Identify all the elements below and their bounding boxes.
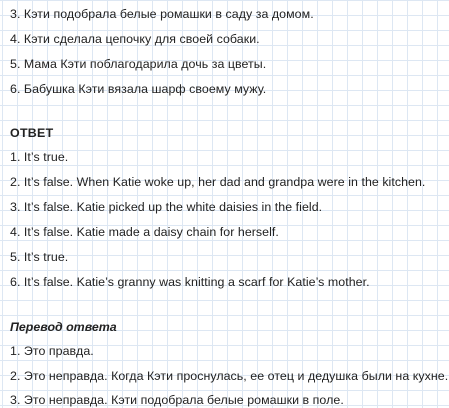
answer-6: 6. It’s false. Katie’s granny was knitting a scarf for Katie’s mother. — [10, 275, 370, 289]
answer-2: 2. It’s false. When Katie woke up, her dad and grandpa were in the kitchen. — [10, 175, 426, 189]
statement-3: 3. Кэти подобрала белые ромашки в саду за домом. — [10, 7, 314, 21]
statement-6: 6. Бабушка Кэти вязала шарф своему мужу. — [10, 82, 267, 96]
answer-3: 3. It’s false. Katie picked up the white daisies in the field. — [10, 200, 323, 214]
translation-1: 1. Это правда. — [10, 344, 94, 358]
translation-2: 2. Это неправда. Когда Кэти проснулась, ее отец и дедушка были на кухне. — [10, 369, 449, 383]
translation-3: 3. Это неправда. Кэти подобрала белые ромашки в поле. — [10, 393, 344, 407]
answer-5: 5. It’s true. — [10, 250, 69, 264]
translation-heading: Перевод ответа — [10, 320, 117, 334]
statement-4: 4. Кэти сделала цепочку для своей собаки. — [10, 32, 260, 46]
statement-5: 5. Мама Кэти поблагодарила дочь за цветы. — [10, 57, 267, 71]
answer-4: 4. It’s false. Katie made a daisy chain for herself. — [10, 225, 279, 239]
answer-1: 1. It’s true. — [10, 150, 69, 164]
answer-heading: ОТВЕТ — [10, 126, 54, 140]
